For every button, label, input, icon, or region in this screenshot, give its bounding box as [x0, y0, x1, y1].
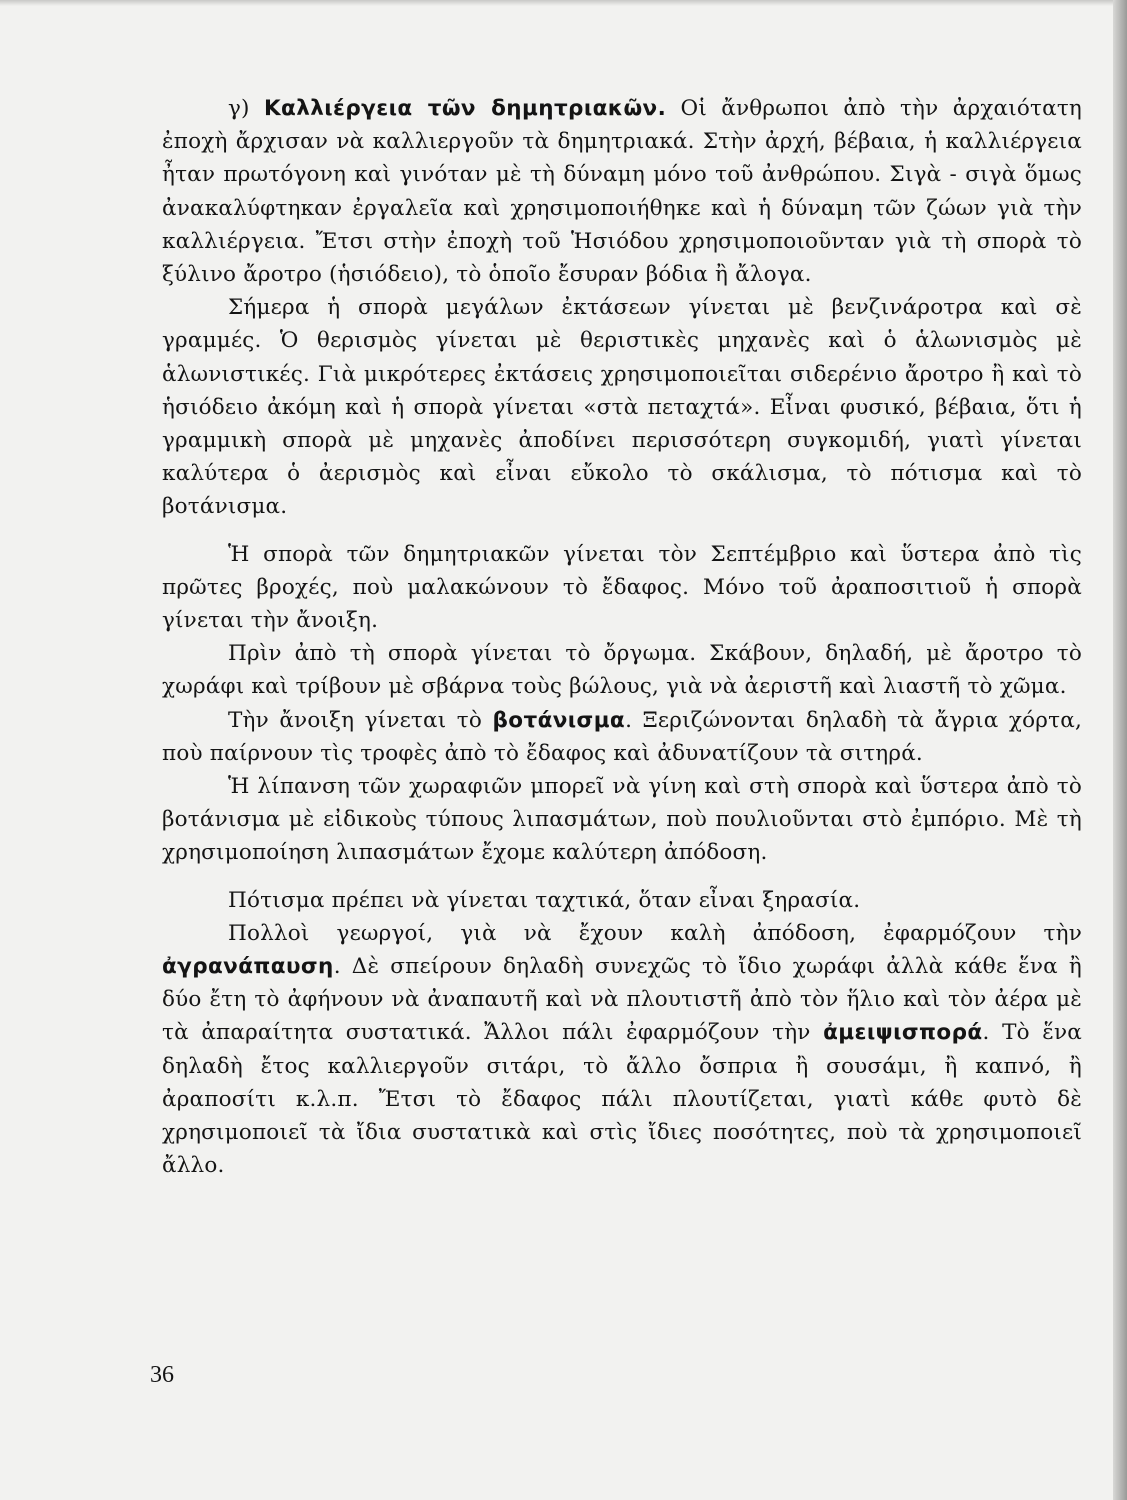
term-ameipsispora: ἀμειψισπορά — [823, 1020, 983, 1046]
paragraph-intro — [162, 92, 1082, 291]
rotation-text-before: Πολλοὶ γεωργοί, γιὰ νὰ ἔχουν καλὴ ἀπόδοση, ἐφαρμόζουν τὴν — [228, 920, 1082, 946]
rotation-text-after: . Τὸ ἕνα δηλαδὴ ἔτος καλλιεργοῦν σιτάρι, τὸ ἄλλο ὄσπρια ἢ σουσάμι, ἢ καπνό, ἢ ἀραποσίτι κ.λ.π. Ἔτσι τὸ ἔδαφος πάλι πλουτίζεται, γιατὶ κάθε φυτὸ δὲ χρησιμοποιεῖ τὰ ἴδια συστατικὰ καὶ στὶς ἴδιες ποσότητες, ποὺ τὰ χρησιμοποιεῖ ἄλλο. — [162, 1020, 1082, 1179]
page-top-edge — [0, 0, 1127, 6]
section-title: Καλλιέργεια τῶν δημητριακῶν. — [263, 96, 667, 121]
paragraph-sowing-season: Ἡ σπορὰ τῶν δημητριακῶν γίνεται τὸν Σεπτέμβριο καὶ ὕστερα ἀπὸ τὶς πρῶτες βροχές, ποὺ μαλακώνουν τὸ ἔδαφος. Μόνο τοῦ ἀραποσιτιοῦ ἡ σπορὰ γίνεται τὴν ἄνοιξη. — [162, 541, 1082, 634]
page-number: 36 — [150, 1362, 174, 1388]
paragraph-weeding — [162, 704, 1082, 770]
rotation-text-middle: . Δὲ σπείρουν δηλαδὴ συνεχῶς τὸ ἴδιο χωράφι ἀλλὰ κάθε ἕνα ἢ δύο ἔτη τὸ ἀφήνουν νὰ ἀναπαυτῆ καὶ νὰ πλουτιστῆ ἀπὸ τὸν ἥλιο καὶ τὸν ἀέρα μὲ τὰ ἀπαραίτητα συστατικά. Ἄλλοι πάλι ἐφαρμόζουν τὴν — [162, 954, 1082, 1046]
paragraph-fallow-rotation — [162, 917, 1082, 1183]
section-label: γ) — [228, 96, 250, 121]
paragraph-plowing: Πρὶν ἀπὸ τὴ σπορὰ γίνεται τὸ ὄργωμα. Σκάβουν, δηλαδή, μὲ ἄροτρο τὸ χωράφι καὶ τρίβουν μὲ σβάρνα τοὺς βώλους, γιὰ νὰ ἀεριστῆ καὶ λιαστῆ τὸ χῶμα. — [162, 641, 1082, 700]
paragraph-watering: Πότισμα πρέπει νὰ γίνεται ταχτικά, ὅταν εἶναι ξηρασία. — [228, 887, 861, 913]
page-binding-edge — [1113, 0, 1127, 1500]
weeding-text-after: . Ξεριζώνονται δηλαδὴ τὰ ἄγρια χόρτα, ποὺ παίρνουν τὶς τροφὲς ἀπὸ τὸ ἔδαφος καὶ ἀδυνατίζουν τὰ σιτηρά. — [162, 707, 1082, 766]
paragraph-modern-sowing: Σήμερα ἡ σπορὰ μεγάλων ἐκτάσεων γίνεται μὲ βενζινάροτρα καὶ σὲ γραμμές. Ὁ θερισμὸς γίνεται μὲ θεριστικὲς μηχανὲς καὶ ὁ ἁλωνισμὸς μὲ ἁλωνιστικές. Γιὰ μικρότερες ἐκτάσεις χρησιμοποιεῖται σιδερένιο ἄροτρο ἢ καὶ τὸ ἡσιόδειο ἀκόμη καὶ ἡ σπορὰ γίνεται «στὰ πεταχτά». Εἶναι φυσικό, βέβαια, ὅτι ἡ γραμμικὴ σπορὰ μὲ μηχανὲς ἀποδίνει περισσότερη συγκομιδή, γιατὶ γίνεται καλύτερα ὁ ἀερισμὸς καὶ εἶναι εὔκολο τὸ σκάλισμα, τὸ πότισμα καὶ τὸ βοτάνισμα. — [162, 295, 1082, 520]
term-agranapafsi: ἀγρανάπαυση — [162, 954, 334, 980]
term-botanisma: βοτάνισμα — [492, 707, 626, 733]
paragraph-intro-text: Οἱ ἄνθρωποι ἀπὸ τὴν ἀρχαιότατη ἐποχὴ ἄρχισαν νὰ καλλιεργοῦν τὰ δημητριακά. Στὴν ἀρχή, βέβαια, ἡ καλλιέργεια ἦταν πρωτόγονη καὶ γινόταν μὲ τὴ δύναμη μόνο τοῦ ἀνθρώπου. Σιγὰ - σιγὰ ὅμως ἀνακαλύφτηκαν ἐργαλεῖα καὶ χρησιμοποιήθηκε καὶ ἡ δύναμη τῶν ζώων γιὰ τὴν καλλιέργεια. Ἔτσι στὴν ἐποχὴ τοῦ Ἡσιόδου χρησιμοποιοῦνταν γιὰ τὴ σπορὰ τὸ ξύλινο ἄροτρο (ἡσιόδειο), τὸ ὁποῖο ἔσυραν βόδια ἢ ἄλογα. — [162, 96, 1082, 288]
body-text — [162, 92, 1082, 1183]
paragraph-fertilizing: Ἡ λίπανση τῶν χωραφιῶν μπορεῖ νὰ γίνη καὶ στὴ σπορὰ καὶ ὕστερα ἀπὸ τὸ βοτάνισμα μὲ εἰδικοὺς τύπους λιπασμάτων, ποὺ πουλιοῦνται στὸ ἐμπόριο. Μὲ τὴ χρησιμοποίηση λιπασμάτων ἔχομε καλύτερη ἀπόδοση. — [162, 774, 1082, 866]
weeding-text-before: Τὴν ἄνοιξη γίνεται τὸ — [228, 707, 493, 733]
